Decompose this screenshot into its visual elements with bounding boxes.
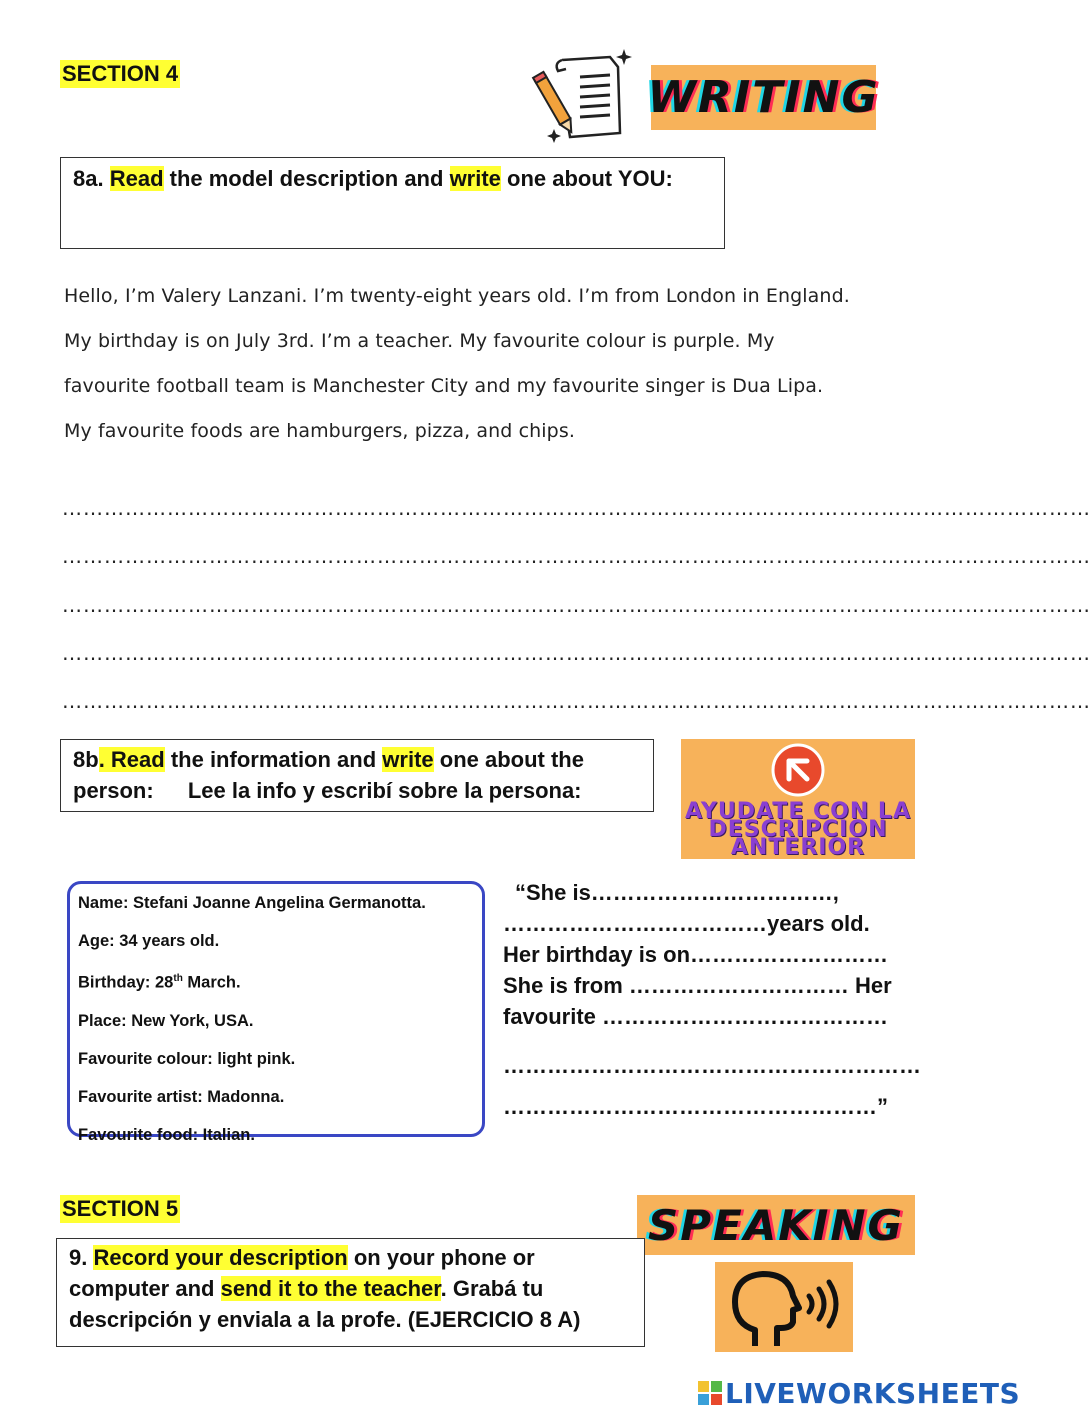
fill-in-description (503, 877, 943, 1122)
record-highlight: Record your description (93, 1245, 348, 1270)
model-line: Hello, I’m Valery Lanzani. I’m twenty-eight years old. I’m from London in England. (64, 285, 850, 307)
writing-banner (647, 65, 880, 130)
write-highlight: write (449, 166, 501, 191)
write-highlight: write (382, 747, 434, 772)
fill-line-3[interactable]: Her birthday is on……………………… (503, 942, 889, 967)
model-line: favourite football team is Manchester City and my favourite singer is Dua Lipa. (64, 375, 824, 397)
answer-line-5[interactable]: ………………………………………………………………………………………………………………………………… (62, 689, 1091, 713)
liveworksheets-logo (697, 1376, 1020, 1410)
info-food: Favourite food: Italian. (78, 1125, 255, 1144)
instruction-text: the model description and (163, 166, 450, 191)
read-highlight: Read (109, 166, 164, 191)
instruction-text-end: one about the person: (73, 747, 584, 803)
birthday-text: Birthday: 28 (78, 973, 174, 992)
speaking-banner (637, 1195, 915, 1255)
answer-line-2[interactable]: ………………………………………………………………………………………………………………………………… (62, 544, 1091, 568)
help-line-1: AYUDATE CON LA (685, 799, 911, 824)
info-name: Name: Stefani Joanne Angelina Germanotta. (78, 894, 426, 912)
info-artist: Favourite artist: Madonna. (78, 1087, 285, 1106)
fill-line-5[interactable]: favourite ………………………………… (503, 1004, 889, 1029)
info-birthday (78, 960, 474, 1002)
exercise-8b-instruction (60, 739, 654, 812)
info-colour: Favourite colour: light pink. (78, 1049, 296, 1068)
instruction-text: on your phone or computer and (69, 1245, 535, 1301)
instruction-text-end: . Grabá tu descripción y enviala a la profe. (EJERCICIO 8 A) (69, 1276, 581, 1332)
help-line-3: ANTERIOR (730, 835, 866, 860)
send-highlight: send it to the teacher (220, 1276, 441, 1301)
exercise-8a-instruction (60, 157, 725, 249)
instruction-spanish: Lee la info y escribí sobre la persona: (187, 778, 582, 803)
birthday-month: March. (182, 973, 241, 992)
fill-line-6[interactable]: ………………………………………………… (503, 1053, 921, 1078)
fill-line-7[interactable]: ……………………………………………” (503, 1094, 888, 1119)
exercise-number: 9. (69, 1245, 94, 1270)
info-place: Place: New York, USA. (78, 1011, 254, 1030)
fill-line-1[interactable]: “She is……………………………, (515, 880, 839, 905)
writing-paper-icon (540, 45, 635, 145)
help-line-2: DESCRIPCION (708, 817, 888, 842)
answer-line-4[interactable]: ………………………………………………………………………………………………………………………………… (62, 641, 1091, 665)
model-line: My birthday is on July 3rd. I’m a teacher. My favourite colour is purple. My (64, 330, 775, 352)
model-line: My favourite foods are hamburgers, pizza, and chips. (64, 420, 575, 442)
section-5-label: SECTION 5 (62, 1196, 179, 1221)
fill-line-2[interactable]: ………………………………years old. (503, 911, 870, 936)
writing-banner-text: WRITING (647, 72, 880, 123)
speaking-banner-text: SPEAKING (647, 1200, 905, 1250)
fill-line-4[interactable]: She is from ………………………… Her (503, 973, 892, 998)
birthday-suffix: th (173, 973, 183, 984)
exercise-number: 8a. (73, 166, 104, 191)
person-info-card (67, 881, 485, 1144)
read-highlight: . Read (98, 747, 165, 772)
liveworksheets-brand: LIVEWORKSHEETS (725, 1376, 1021, 1410)
liveworksheets-logo-icon (697, 1380, 723, 1406)
instruction-text: the information and (164, 747, 383, 772)
help-banner (681, 739, 915, 859)
model-description (64, 274, 944, 454)
answer-line-3[interactable]: ………………………………………………………………………………………………………………………………… (62, 593, 1091, 617)
exercise-number: 8b (73, 747, 99, 772)
speaking-icon-panel (715, 1262, 853, 1352)
info-age: Age: 34 years old. (78, 932, 220, 950)
section-4-label: SECTION 4 (62, 61, 179, 86)
answer-line-1[interactable]: ………………………………………………………………………………………………………………………………… (62, 496, 1091, 520)
exercise-9-instruction (56, 1238, 645, 1347)
speaking-head-icon (715, 1262, 853, 1352)
arrow-circle-icon (769, 743, 827, 797)
instruction-text-end: one about YOU: (500, 166, 673, 191)
